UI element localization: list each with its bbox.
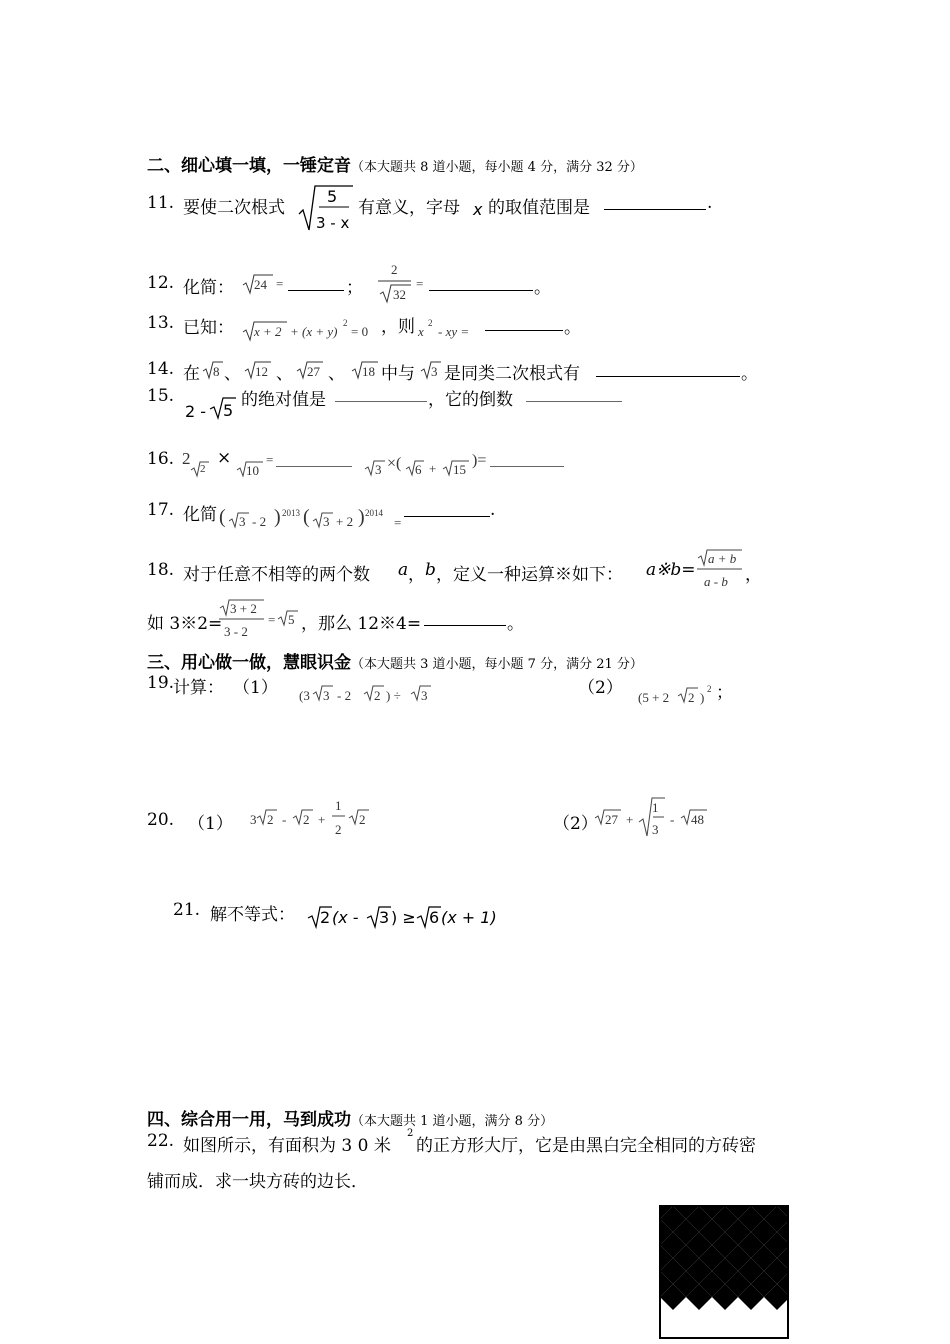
- radicand: 27: [605, 812, 618, 827]
- question-number: 16.: [147, 449, 175, 469]
- variable: a: [398, 560, 409, 580]
- question-text: ，那么 12※4=: [301, 614, 422, 634]
- radicand: x + 2: [254, 324, 282, 339]
- radicand: 2: [688, 690, 695, 705]
- punctuation: ，: [745, 565, 762, 585]
- paren: (: [219, 506, 226, 528]
- question-text: 的正方形大厅，它是由黑白完全相同的方砖密: [416, 1136, 756, 1156]
- expression: (5 + 2: [638, 690, 670, 705]
- fraction-denominator: a - b: [704, 574, 728, 589]
- radicand: 2: [320, 908, 331, 927]
- equals-sign: =: [266, 452, 274, 467]
- expression: (x -: [332, 908, 359, 927]
- question-text: 有意义，字母: [358, 198, 460, 218]
- expression: - xy =: [438, 324, 470, 339]
- punctuation: ，: [408, 565, 425, 585]
- separator: 、: [276, 364, 293, 384]
- expression: ): [700, 690, 705, 705]
- section-3-heading: [147, 648, 643, 673]
- question-number: 17.: [147, 500, 175, 520]
- fraction-numerator: 1: [652, 800, 659, 815]
- operator: ×: [217, 448, 232, 468]
- part-label: （2）: [578, 678, 623, 698]
- separator: 、: [224, 364, 241, 384]
- operator: -: [282, 812, 287, 827]
- question-text: 的绝对值是: [241, 390, 326, 410]
- operator: -: [670, 812, 675, 827]
- part-label: （1）: [188, 814, 233, 834]
- answer-blank[interactable]: [404, 502, 490, 517]
- expression: (x + 1): [441, 908, 497, 927]
- question-text: 是同类二次根式有: [444, 364, 580, 384]
- radicand: 3: [375, 462, 382, 477]
- punctuation: 。: [564, 318, 581, 338]
- coefficient: 2: [182, 449, 191, 468]
- part-label: （1）: [233, 678, 278, 698]
- coefficient: 3: [250, 812, 257, 827]
- radicand: 32: [393, 287, 406, 302]
- question-number: 11.: [147, 193, 175, 213]
- operator: ×(: [387, 455, 402, 472]
- radicand: 18: [362, 364, 375, 379]
- radicand: 5: [288, 612, 295, 627]
- answer-blank[interactable]: [526, 387, 622, 402]
- question-number: 22.: [147, 1131, 175, 1151]
- question-number: 21.: [173, 900, 201, 920]
- question-number: 14.: [147, 359, 175, 379]
- paren: (: [303, 506, 310, 528]
- radicand: 48: [691, 812, 704, 827]
- question-text: 计算：: [173, 678, 224, 698]
- equals-sign: =: [416, 276, 424, 291]
- expression: - 2: [337, 688, 352, 703]
- separator: 、: [328, 364, 345, 384]
- radicand: 8: [213, 364, 220, 379]
- paren: ): [358, 506, 365, 528]
- exponent: 2: [707, 684, 712, 694]
- answer-blank[interactable]: [276, 452, 352, 467]
- section-title: 四、综合用一用，马到成功: [147, 1110, 351, 1130]
- question-text: 解不等式：: [210, 905, 295, 925]
- section-title: 三、用心做一做，慧眼识金: [147, 653, 351, 673]
- fraction-denominator: 3 - x: [316, 214, 350, 232]
- question-text: ，则: [381, 317, 415, 337]
- superscript: 2: [407, 1128, 414, 1139]
- exponent: 2: [428, 318, 433, 328]
- section-4-heading: [147, 1105, 553, 1130]
- expression: = 0: [351, 324, 369, 339]
- punctuation: .: [707, 193, 713, 213]
- radicand: 3: [323, 688, 330, 703]
- question-text: 化简: [183, 505, 217, 525]
- expression: x: [418, 324, 424, 339]
- exponent: 2013: [282, 508, 300, 518]
- punctuation: 。: [741, 364, 758, 384]
- question-text: 如 3※2=: [147, 614, 223, 634]
- question-text: 已知：: [183, 318, 234, 338]
- expression: (3: [299, 688, 310, 703]
- question-text: 如图所示，有面积为 3 0 米: [183, 1136, 391, 1156]
- question-text: 要使二次根式: [183, 198, 285, 218]
- equals-sign: =: [268, 612, 276, 627]
- answer-blank[interactable]: [429, 276, 533, 291]
- fraction-numerator: 3 + 2: [230, 601, 257, 616]
- variable: b: [425, 560, 436, 580]
- radicand: 2: [267, 812, 274, 827]
- fraction-denominator: 2: [335, 822, 342, 837]
- equals-sign: =: [394, 515, 402, 530]
- question-text: ，定义一种运算※如下：: [436, 565, 623, 585]
- punctuation: .: [490, 500, 496, 520]
- expression: - 2: [252, 514, 267, 529]
- variable: x: [473, 200, 483, 219]
- radicand: 10: [246, 463, 259, 478]
- expression: + (x + y): [290, 324, 338, 339]
- radicand: 2: [200, 463, 206, 475]
- question-number: 18.: [147, 560, 175, 580]
- radicand: 6: [429, 908, 440, 927]
- question-number: 20.: [147, 810, 175, 830]
- section-note: （本大题共 1 道小题，满分 8 分）: [351, 1114, 554, 1129]
- fraction-numerator: 2: [391, 262, 398, 277]
- answer-blank[interactable]: [335, 387, 427, 402]
- answer-blank[interactable]: [485, 316, 563, 331]
- section-note: （本大题共 8 道小题，每小题 4 分，满分 32 分）: [351, 160, 643, 175]
- question-text: 的取值范围是: [488, 198, 590, 218]
- fraction-numerator: a + b: [708, 551, 737, 566]
- expression: ) ≥: [391, 908, 416, 927]
- question-text: 对于任意不相等的两个数: [183, 565, 370, 585]
- expression: 2 -: [185, 402, 207, 421]
- answer-blank[interactable]: [596, 362, 740, 377]
- question-number: 19.: [147, 673, 175, 693]
- radicand: 3: [431, 364, 438, 379]
- paren: ): [274, 506, 281, 528]
- question-number: 12.: [147, 273, 175, 293]
- operator: +: [429, 461, 437, 476]
- radicand: 3: [421, 688, 428, 703]
- section-title: 二、细心填一填，一锤定音: [147, 156, 351, 176]
- fraction-denominator: 3: [652, 822, 659, 837]
- radicand: 12: [255, 364, 268, 379]
- radicand: 24: [254, 277, 267, 292]
- part-label: （2）: [553, 814, 598, 834]
- radicand: 3: [239, 514, 246, 529]
- equals-sign: =: [276, 276, 284, 291]
- radicand: 2: [374, 688, 381, 703]
- radicand: 15: [453, 462, 466, 477]
- fraction-bar: [332, 815, 346, 818]
- radicand: 3: [323, 514, 330, 529]
- section-note: （本大题共 3 道小题，每小题 7 分，满分 21 分）: [351, 657, 643, 672]
- expression: ) ÷: [386, 688, 401, 703]
- radicand: 2: [359, 812, 366, 827]
- punctuation: ；: [346, 278, 363, 298]
- fraction-numerator: 1: [335, 798, 342, 813]
- radicand: 5: [223, 401, 234, 420]
- expression: + 2: [336, 514, 354, 529]
- radicand: 3: [379, 908, 390, 927]
- question-text: ，它的倒数: [428, 390, 513, 410]
- question-number: 13.: [147, 313, 175, 333]
- radicand: 6: [415, 462, 422, 477]
- answer-blank[interactable]: [604, 195, 706, 210]
- radicand: 27: [307, 364, 320, 379]
- question-text: 在: [183, 364, 200, 384]
- radicand: 2: [303, 812, 310, 827]
- fraction-denominator: 3 - 2: [224, 624, 248, 639]
- operator: +: [626, 812, 634, 827]
- section-2-heading: [147, 151, 643, 176]
- punctuation: 。: [507, 614, 524, 634]
- exponent: 2: [343, 318, 348, 328]
- answer-blank[interactable]: [424, 611, 506, 626]
- punctuation: 。: [534, 278, 551, 298]
- question-number: 15.: [147, 386, 175, 406]
- question-text: 铺而成．求一块方砖的边长．: [147, 1172, 368, 1192]
- tile-floor-figure: [658, 1204, 790, 1340]
- answer-blank[interactable]: [490, 452, 564, 467]
- operator: )=: [472, 452, 487, 469]
- operation-def: a※b=: [646, 560, 696, 580]
- punctuation: ；: [716, 683, 733, 703]
- operator: +: [318, 812, 326, 827]
- exponent: 2014: [365, 508, 383, 518]
- question-text: 化简：: [183, 278, 234, 298]
- question-text: 中与: [381, 364, 415, 384]
- fraction-numerator: 5: [327, 187, 338, 206]
- answer-blank[interactable]: [288, 276, 344, 291]
